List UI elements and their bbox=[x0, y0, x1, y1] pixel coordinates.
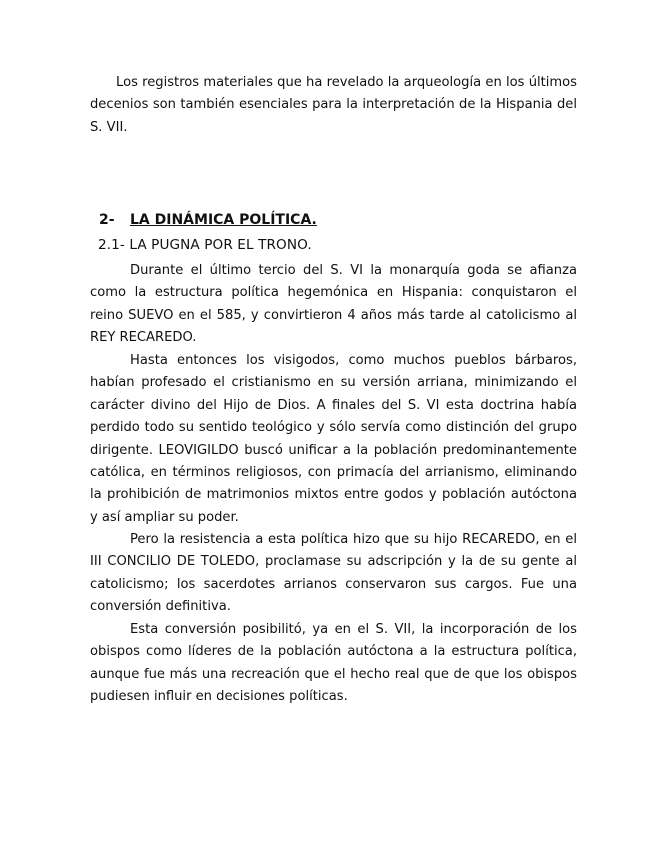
section-title: LA DINÁMICA POLÍTICA. bbox=[130, 212, 317, 228]
subsection-heading: 2.1- LA PUGNA POR EL TRONO. bbox=[98, 237, 312, 253]
section-heading bbox=[99, 209, 317, 231]
section-number: 2- bbox=[99, 212, 115, 228]
body-paragraph: Pero la resistencia a esta política hizo que su hijo RECAREDO, en el III CONCILIO DE TOLEDO, proclamase su adscripción y la de su gente al catolicismo; los sacerdotes arrianos conservaron sus cargos. Fue una conversión definitiva. bbox=[90, 532, 577, 615]
body-paragraph: Hasta entonces los visigodos, como muchos pueblos bárbaros, habían profesado el cristianismo en su versión arriana, minimizando el carácter divino del Hijo de Dios. A finales del S. VI esta doctrina había perdido todo su sentido teológico y sólo servía como distinción del grupo dirigente. LEOVIGILDO buscó unificar a la población predominantemente católica, en términos religiosos, con primacía del arrianismo, eliminando la prohibición de matrimonios mixtos entre godos y población autóctona y así ampliar su poder. bbox=[90, 353, 577, 525]
body-paragraph: Esta conversión posibilitó, ya en el S. VII, la incorporación de los obispos como líderes de la población autóctona a la estructura política, aunque fue más una recreación que el hecho real que de que los obispos pudiesen influir en decisiones políticas. bbox=[90, 622, 577, 705]
body-paragraph: Durante el último tercio del S. VI la monarquía goda se afianza como la estructura política hegemónica en Hispania: conquistaron el reino SUEVO en el 585, y convirtieron 4 años más tarde al catolicismo al REY RECAREDO. bbox=[90, 263, 577, 346]
intro-paragraph: Los registros materiales que ha revelado la arqueología en los últimos decenios son también esenciales para la interpretación de la Hispania del S. VII. bbox=[90, 75, 577, 135]
